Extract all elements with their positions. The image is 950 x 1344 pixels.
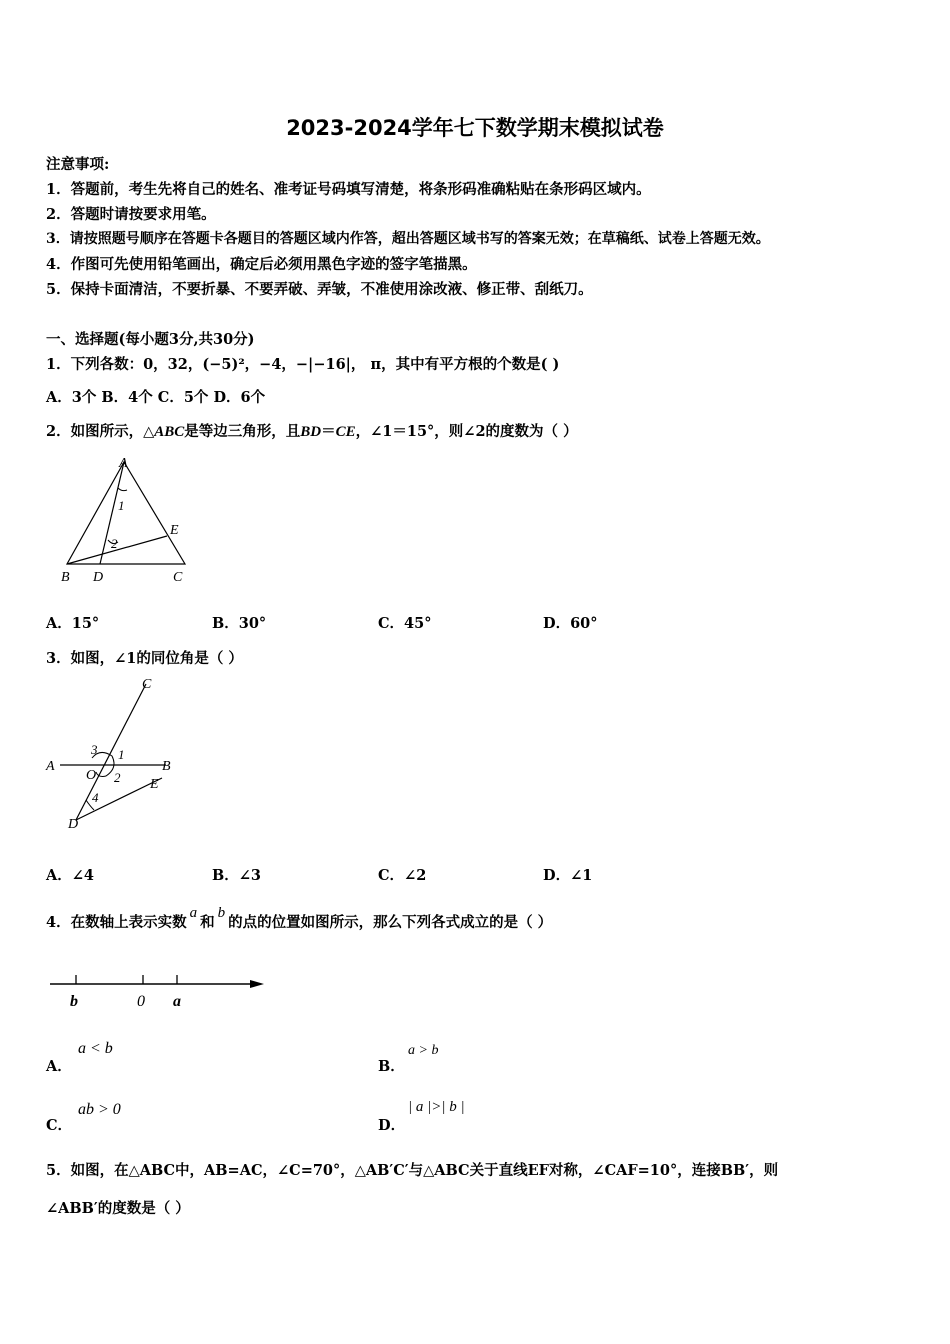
q2-option-c: C．45° xyxy=(378,615,432,632)
label-b: B xyxy=(162,759,171,774)
q4-var-b: b xyxy=(217,905,226,921)
q4-stem-part: 4．在数轴上表示实数 xyxy=(46,914,187,931)
note-item-4: 4．作图可先使用铅笔画出，确定后必须用黑色字迹的签字笔描黑。 xyxy=(46,256,477,273)
q5-stem-line1: 5．如图，在△ABC中，AB=AC，∠C=70°，△AB′C′与△ABC关于直线EF对称，∠CAF=10°，连接BB′，则 xyxy=(46,1162,779,1179)
q2-stem xyxy=(46,420,578,441)
q4-number-line xyxy=(44,968,274,1018)
q3-option-b: B．∠3 xyxy=(212,867,261,884)
q4-stem xyxy=(46,905,553,932)
label-e: E xyxy=(150,777,159,792)
q3-option-d: D．∠1 xyxy=(543,867,593,884)
axis-arrow-icon xyxy=(250,980,264,988)
q3-angles-figure xyxy=(40,672,190,837)
label-a: A xyxy=(46,759,55,774)
label-angle-1: 1 xyxy=(118,747,125,762)
q2-stem-part: ＝ xyxy=(321,423,336,440)
label-angle-3: 3 xyxy=(91,742,98,757)
line-cd xyxy=(76,684,146,820)
label-angle-2: 2 xyxy=(114,770,121,785)
label-angle-2: 2 xyxy=(111,536,118,551)
q1-stem: 1．下列各数：0，32，(−5)²，−4，−|−16|， π，其中有平方根的个数是( ) xyxy=(46,356,560,373)
q4-option-d-expr: | a |>| b | xyxy=(408,1099,465,1115)
q4-option-a-label: A． xyxy=(46,1058,72,1075)
page-title: 2023-2024学年七下数学期末模拟试卷 xyxy=(286,116,664,140)
q5-stem-line2: ∠ABB′的度数是（ ） xyxy=(46,1200,190,1217)
section-heading: 一、选择题(每小题3分,共30分) xyxy=(46,331,255,348)
q2-option-b: B．30° xyxy=(212,615,267,632)
notes-heading: 注意事项: xyxy=(46,156,110,173)
q4-option-b-expr: a > b xyxy=(408,1043,439,1058)
q3-option-c: C．∠2 xyxy=(378,867,427,884)
q4-option-d-label: D． xyxy=(378,1117,406,1134)
label-angle-4: 4 xyxy=(92,790,99,805)
q4-option-a-expr: a < b xyxy=(78,1040,113,1057)
tick-label-zero: 0 xyxy=(137,993,145,1010)
q2-bd: BD xyxy=(300,424,322,440)
tick-label-b: b xyxy=(70,993,78,1010)
q3-option-a: A．∠4 xyxy=(46,867,94,884)
label-d: D xyxy=(93,570,104,585)
q4-var-a: a xyxy=(189,905,198,921)
q2-abc: ABC xyxy=(154,424,185,440)
q4-option-c-label: C． xyxy=(46,1117,73,1134)
note-item-5: 5．保持卡面清洁，不要折暴、不要弄破、弄皱，不准使用涂改液、修正带、刮纸刀。 xyxy=(46,281,593,298)
q2-ce: CE xyxy=(335,424,356,440)
q2-stem-part: 2．如图所示，△ xyxy=(46,423,155,440)
q3-stem: 3．如图，∠1的同位角是（ ） xyxy=(46,650,243,667)
angle-1-arc xyxy=(118,488,127,491)
label-e: E xyxy=(170,523,179,538)
label-a: A xyxy=(119,456,128,471)
q2-option-d: D．60° xyxy=(543,615,598,632)
label-o: O xyxy=(86,768,97,783)
note-item-1: 1．答题前，考生先将自己的姓名、准考证号码填写清楚，将条形码准确粘贴在条形码区域内。 xyxy=(46,181,651,198)
triangle-abc xyxy=(67,462,185,564)
q4-option-c-expr: ab > 0 xyxy=(78,1101,121,1118)
label-angle-1: 1 xyxy=(118,498,125,513)
note-item-2: 2．答题时请按要求用笔。 xyxy=(46,206,216,223)
q2-option-a: A．15° xyxy=(46,615,100,632)
q2-triangle-figure xyxy=(55,452,205,592)
q2-stem-part: 是等边三角形，且 xyxy=(184,423,301,440)
q4-stem-part: 和 xyxy=(200,914,215,931)
label-d: D xyxy=(68,817,79,832)
label-c: C xyxy=(142,677,152,692)
note-item-3: 3．请按照题号顺序在答题卡各题目的答题区域内作答，超出答题区域书写的答案无效；在草稿纸、试卷上答题无效。 xyxy=(46,231,770,247)
q4-option-b-label: B． xyxy=(378,1058,405,1075)
q4-stem-part: 的点的位置如图所示，那么下列各式成立的是（ ） xyxy=(228,914,553,931)
tick-label-a: a xyxy=(173,993,181,1010)
label-b: B xyxy=(61,570,70,585)
q1-options: A．3个 B．4个 C．5个 D．6个 xyxy=(46,389,266,406)
q2-stem-part: ，∠1＝15°，则∠2的度数为（ ） xyxy=(355,423,578,440)
label-c: C xyxy=(173,570,183,585)
